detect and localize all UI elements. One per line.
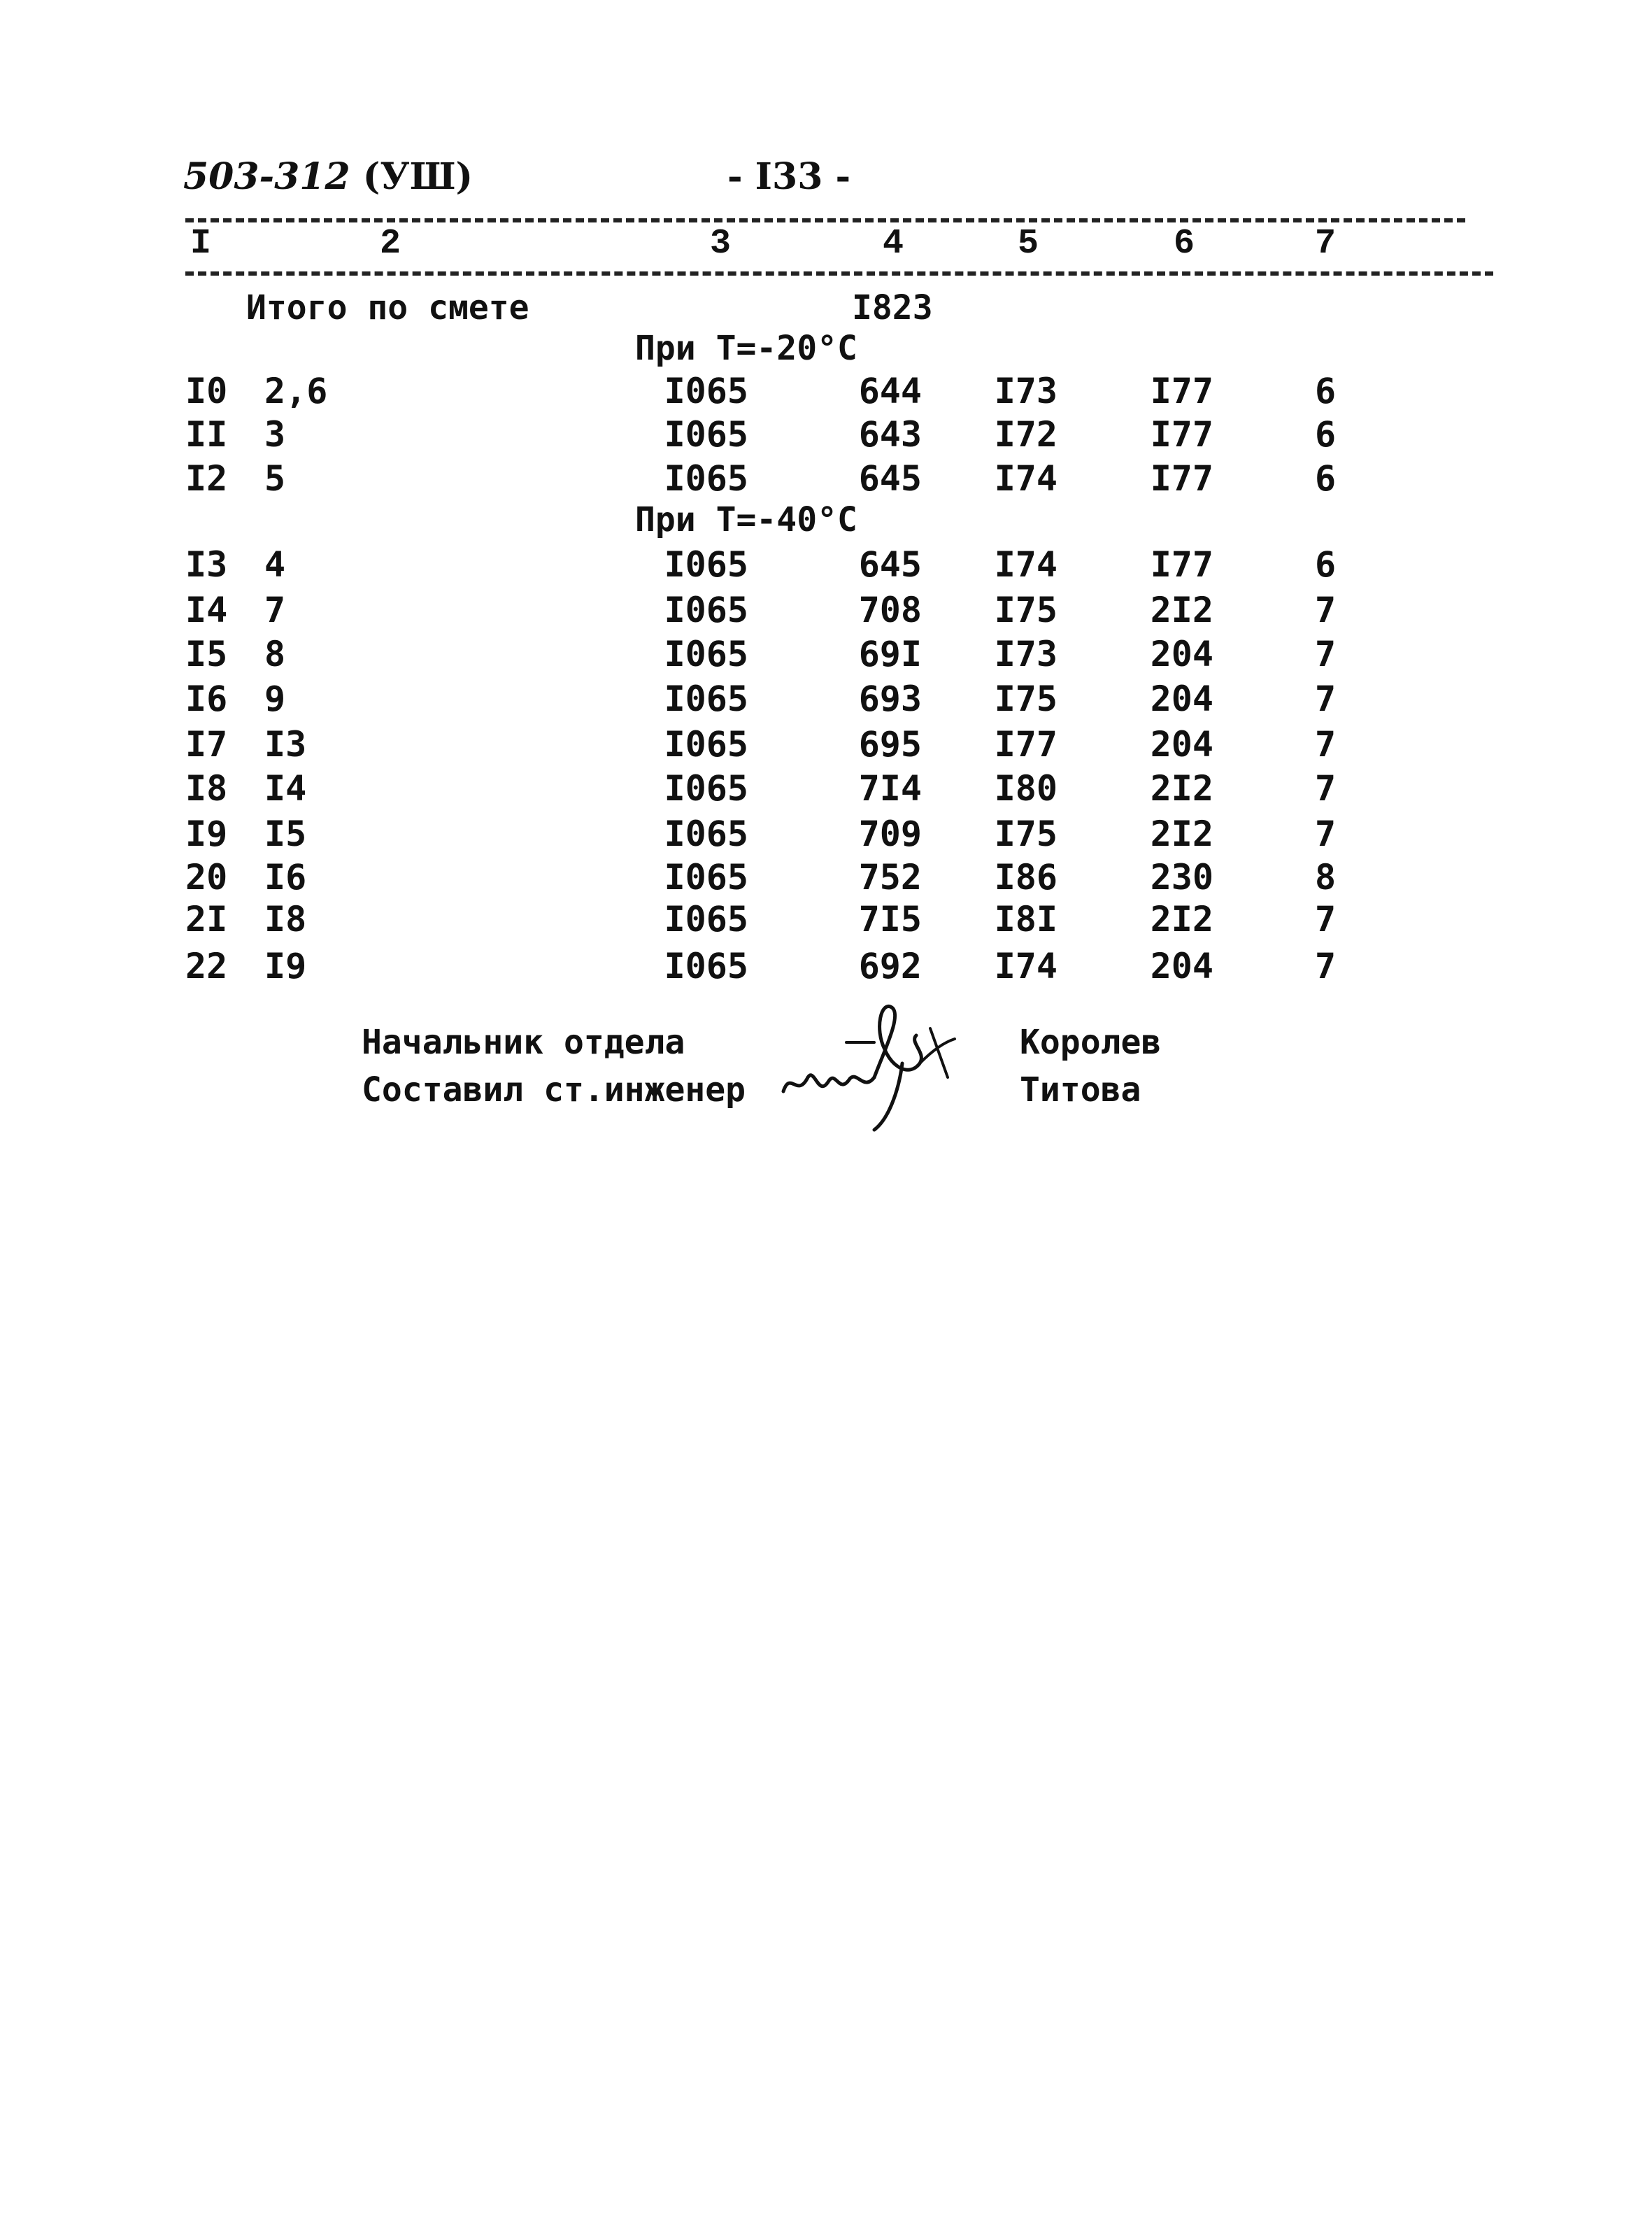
signature-name-2: Титова <box>1020 1070 1141 1110</box>
table-cell-col-5: I74 <box>994 544 1058 585</box>
table-cell-col-2: I3 <box>264 724 307 765</box>
table-cell-col-4: 709 <box>858 814 922 854</box>
table-cell-col-7: 7 <box>1315 590 1337 630</box>
table-cell-col-5: I8I <box>994 899 1058 940</box>
table-cell-col-3: I065 <box>664 679 748 719</box>
table-cell-col-1: I5 <box>185 634 228 674</box>
table-cell-col-7: 7 <box>1315 768 1337 809</box>
table-cell-col-3: I065 <box>664 544 748 585</box>
document-volume: (УШ) <box>362 155 473 198</box>
table-cell-col-2: 4 <box>264 544 286 585</box>
table-cell-col-6: 204 <box>1150 946 1213 986</box>
table-cell-col-1: 2I <box>185 899 228 940</box>
table-cell-col-3: I065 <box>664 946 748 986</box>
table-cell-col-3: I065 <box>664 458 748 499</box>
table-cell-col-3: I065 <box>664 414 748 455</box>
table-cell-col-4: 644 <box>858 371 922 411</box>
table-cell-col-7: 7 <box>1315 899 1337 940</box>
page-number: - I33 - <box>727 155 851 198</box>
section-title-minus-20: При Т=-20°С <box>635 329 857 368</box>
table-cell-col-7: 7 <box>1315 946 1337 986</box>
table-cell-col-4: 645 <box>858 544 922 585</box>
table-cell-col-7: 6 <box>1315 458 1337 499</box>
table-cell-col-2: 5 <box>264 458 286 499</box>
table-cell-col-6: 204 <box>1150 724 1213 765</box>
signature-role-2: Составил ст.инженер <box>362 1070 746 1110</box>
table-cell-col-1: I6 <box>185 679 228 719</box>
table-cell-col-2: 2,6 <box>264 371 328 411</box>
handwritten-signature <box>769 1000 965 1140</box>
table-cell-col-7: 7 <box>1315 634 1337 674</box>
table-cell-col-3: I065 <box>664 590 748 630</box>
table-cell-col-1: II <box>185 414 228 455</box>
table-cell-col-6: 2I2 <box>1150 899 1213 940</box>
table-cell-col-2: 3 <box>264 414 286 455</box>
table-cell-col-3: I065 <box>664 371 748 411</box>
table-cell-col-1: I3 <box>185 544 228 585</box>
table-cell-col-1: 22 <box>185 946 228 986</box>
table-cell-col-5: I75 <box>994 679 1058 719</box>
table-cell-col-4: 693 <box>858 679 922 719</box>
column-header-6: 6 <box>1174 224 1195 264</box>
table-cell-col-4: 752 <box>858 857 922 898</box>
table-cell-col-7: 7 <box>1315 724 1337 765</box>
table-cell-col-2: 7 <box>264 590 286 630</box>
table-cell-col-4: 643 <box>858 414 922 455</box>
table-cell-col-2: I6 <box>264 857 307 898</box>
table-cell-col-4: 645 <box>858 458 922 499</box>
table-cell-col-4: 692 <box>858 946 922 986</box>
table-cell-col-4: 69I <box>858 634 922 674</box>
column-header-3: 3 <box>710 224 732 264</box>
table-cell-col-6: I77 <box>1150 414 1213 455</box>
table-cell-col-1: I9 <box>185 814 228 854</box>
header-dashed-rule <box>185 271 1493 276</box>
table-cell-col-1: I7 <box>185 724 228 765</box>
table-cell-col-7: 6 <box>1315 371 1337 411</box>
top-dashed-rule <box>185 218 1465 222</box>
table-cell-col-6: 2I2 <box>1150 590 1213 630</box>
total-value: I823 <box>852 288 933 327</box>
table-cell-col-2: I9 <box>264 946 307 986</box>
table-cell-col-6: 230 <box>1150 857 1213 898</box>
table-cell-col-5: I75 <box>994 814 1058 854</box>
table-cell-col-6: 204 <box>1150 634 1213 674</box>
column-header-2: 2 <box>380 224 401 264</box>
table-cell-col-6: 204 <box>1150 679 1213 719</box>
table-cell-col-2: I8 <box>264 899 307 940</box>
table-cell-col-4: 695 <box>858 724 922 765</box>
table-cell-col-1: I0 <box>185 371 228 411</box>
table-cell-col-6: 2I2 <box>1150 814 1213 854</box>
table-cell-col-7: 8 <box>1315 857 1337 898</box>
signature-role-1: Начальник отдела <box>362 1023 685 1062</box>
table-cell-col-2: I4 <box>264 768 307 809</box>
table-cell-col-3: I065 <box>664 724 748 765</box>
signature-name-1: Королев <box>1020 1023 1162 1062</box>
table-cell-col-6: I77 <box>1150 371 1213 411</box>
table-cell-col-6: I77 <box>1150 458 1213 499</box>
table-cell-col-7: 7 <box>1315 679 1337 719</box>
table-cell-col-5: I74 <box>994 458 1058 499</box>
document-code <box>183 155 473 198</box>
table-cell-col-5: I73 <box>994 371 1058 411</box>
table-cell-col-3: I065 <box>664 768 748 809</box>
table-cell-col-7: 7 <box>1315 814 1337 854</box>
column-header-7: 7 <box>1315 224 1337 264</box>
table-cell-col-5: I77 <box>994 724 1058 765</box>
table-cell-col-5: I80 <box>994 768 1058 809</box>
table-cell-col-5: I74 <box>994 946 1058 986</box>
table-cell-col-5: I86 <box>994 857 1058 898</box>
table-cell-col-5: I73 <box>994 634 1058 674</box>
table-cell-col-2: 8 <box>264 634 286 674</box>
document-code-number: 503-312 <box>183 155 350 198</box>
table-cell-col-6: 2I2 <box>1150 768 1213 809</box>
table-cell-col-2: I5 <box>264 814 307 854</box>
table-cell-col-5: I75 <box>994 590 1058 630</box>
table-cell-col-1: I4 <box>185 590 228 630</box>
table-cell-col-2: 9 <box>264 679 286 719</box>
table-cell-col-4: 7I5 <box>858 899 922 940</box>
table-cell-col-7: 6 <box>1315 414 1337 455</box>
table-cell-col-6: I77 <box>1150 544 1213 585</box>
column-header-1: I <box>190 224 212 264</box>
table-cell-col-3: I065 <box>664 814 748 854</box>
table-cell-col-3: I065 <box>664 857 748 898</box>
section-title-minus-40: При Т=-40°С <box>635 500 857 539</box>
table-cell-col-1: I2 <box>185 458 228 499</box>
table-cell-col-7: 6 <box>1315 544 1337 585</box>
total-label: Итого по смете <box>246 288 529 327</box>
table-cell-col-1: I8 <box>185 768 228 809</box>
table-cell-col-3: I065 <box>664 899 748 940</box>
column-header-5: 5 <box>1018 224 1039 264</box>
column-header-4: 4 <box>883 224 904 264</box>
table-cell-col-3: I065 <box>664 634 748 674</box>
table-cell-col-1: 20 <box>185 857 228 898</box>
table-cell-col-4: 708 <box>858 590 922 630</box>
table-cell-col-4: 7I4 <box>858 768 922 809</box>
table-cell-col-5: I72 <box>994 414 1058 455</box>
